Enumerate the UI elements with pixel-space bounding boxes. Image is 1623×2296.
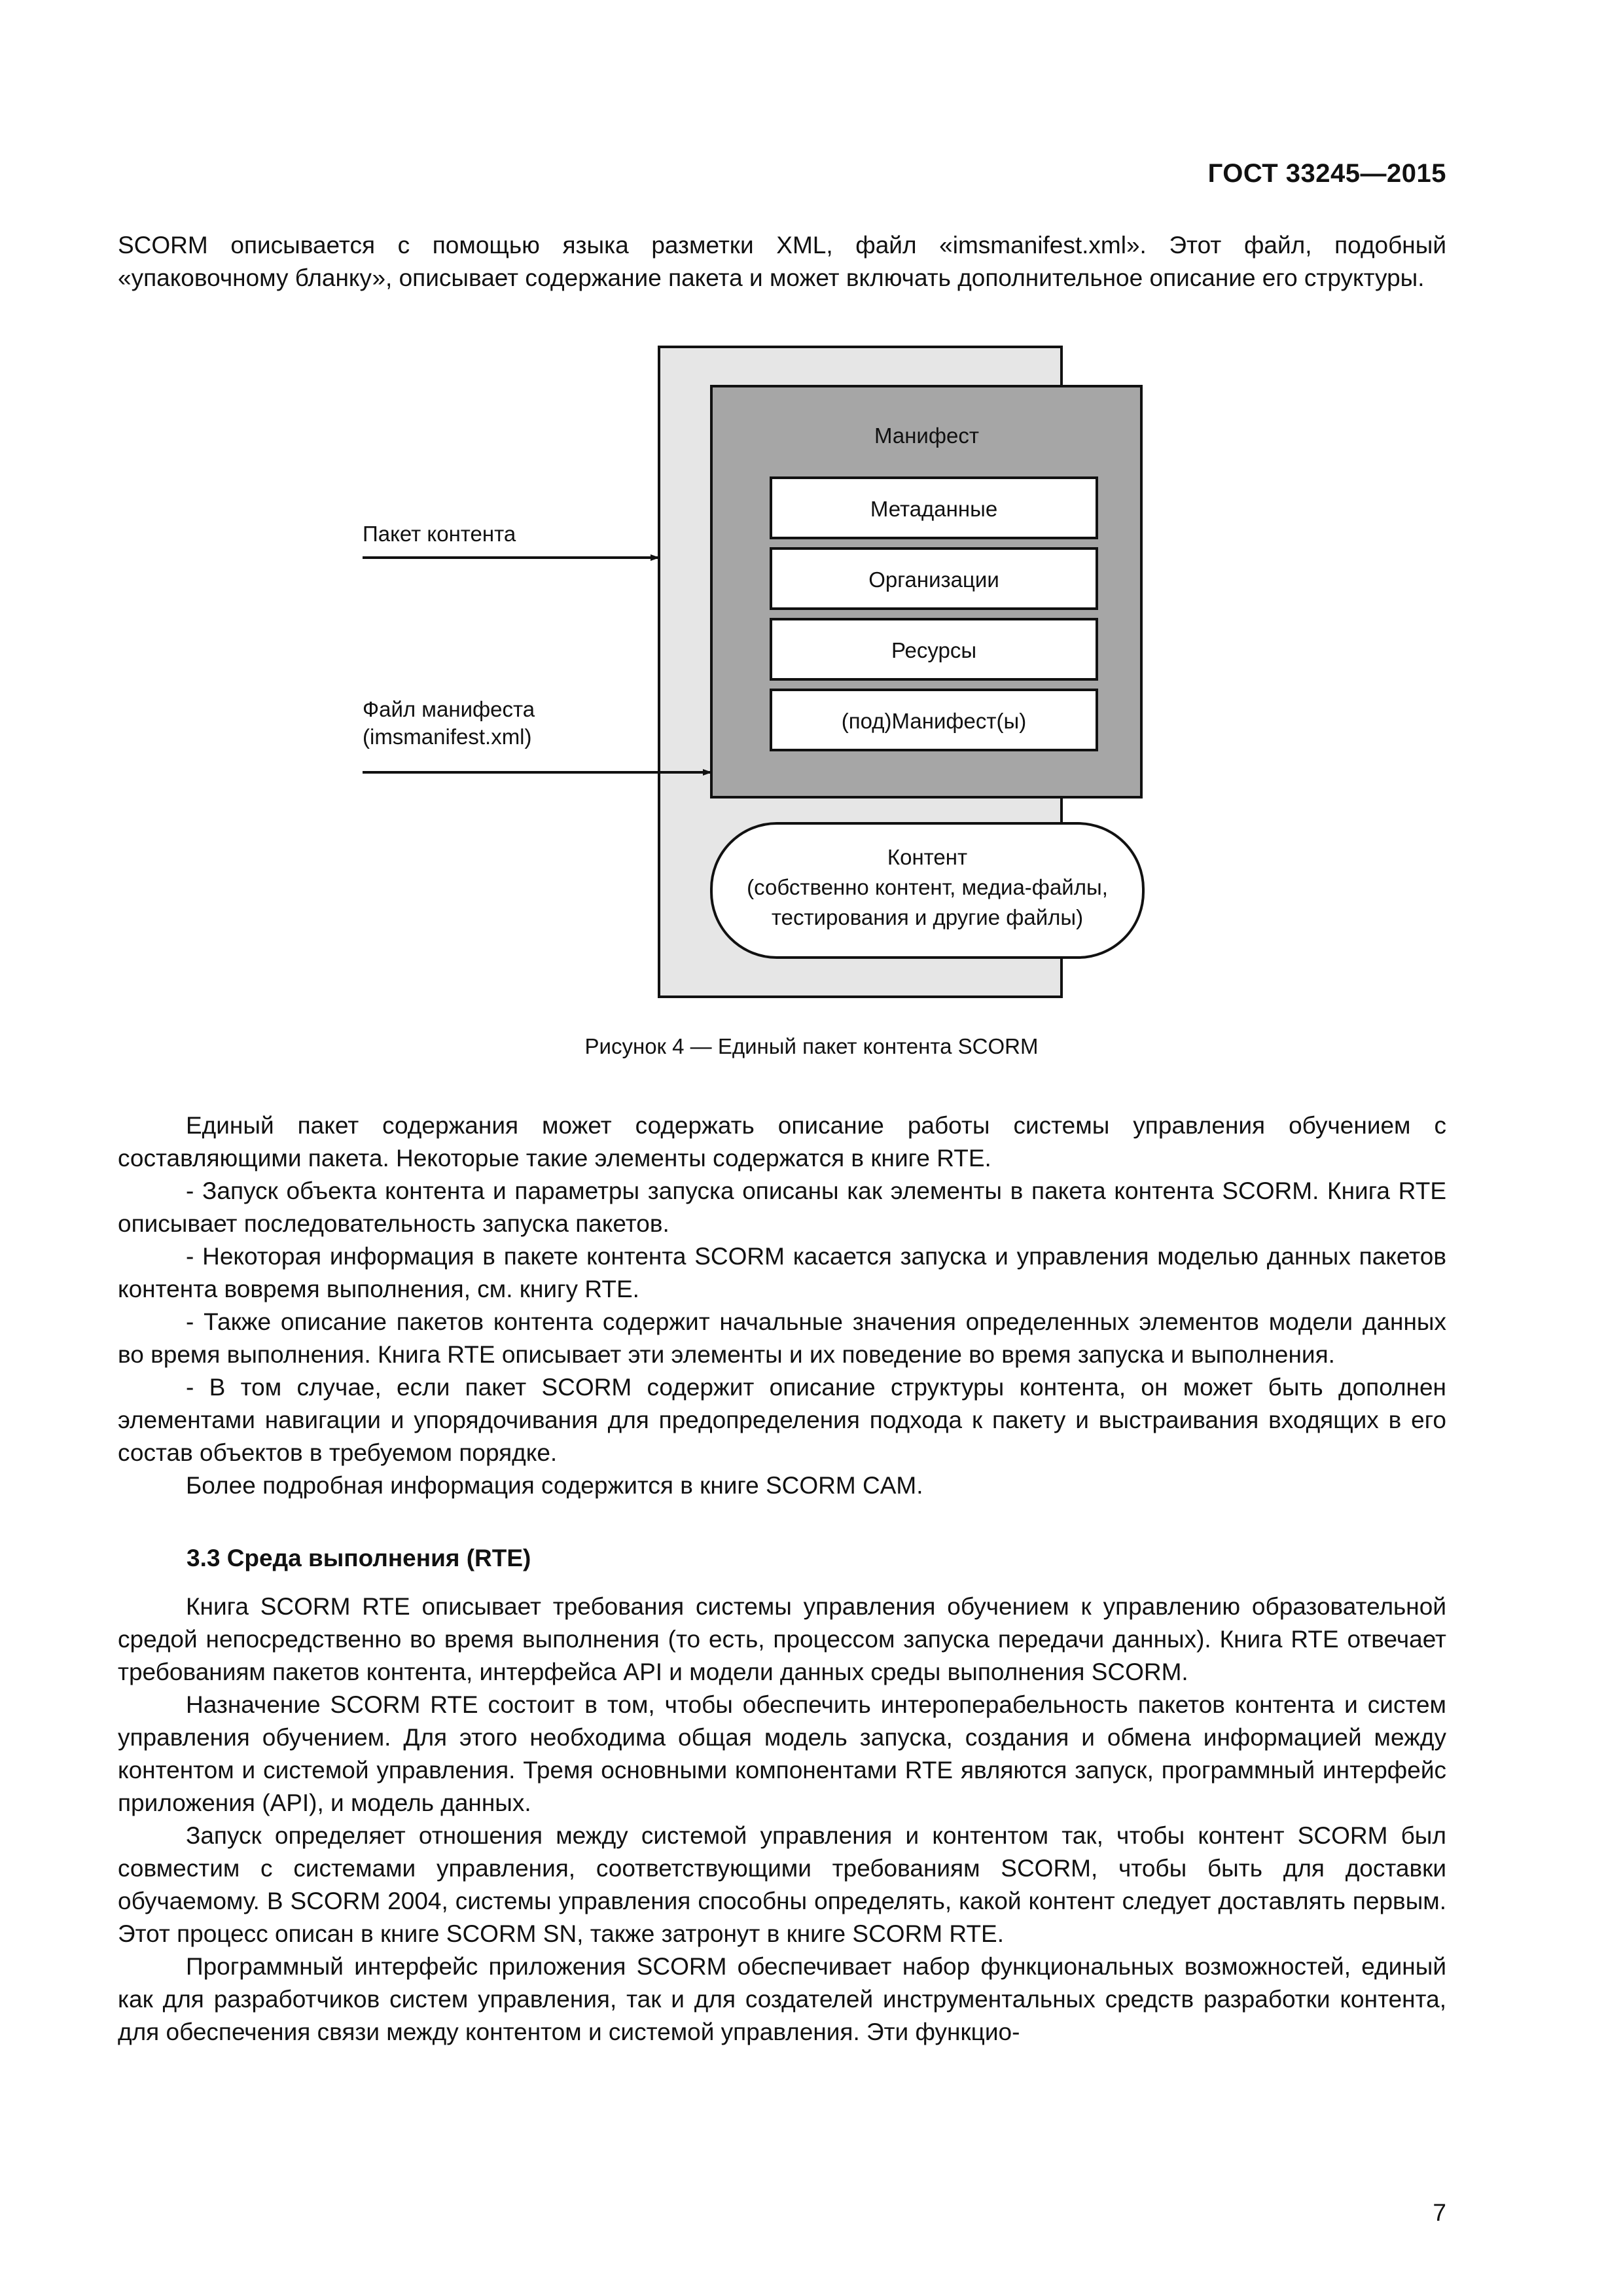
intro-block bbox=[118, 229, 1446, 295]
section-body bbox=[118, 1590, 1446, 2049]
after-figure-block bbox=[118, 1109, 1446, 1502]
section-paragraph-3: Запуск определяет отношения между системой управления и контентом так, чтобы контент SCORM был совместим с системами управления, соответствующими требованиям SCORM, чтобы быть для доставки обучаемому. В SCORM 2004, системы управления способны определять, какой контент следует доставлять первым. Этот процесс описан в книге SCORM SN, также затронут в книге SCORM RTE. bbox=[118, 1822, 1446, 1947]
manifest-item-metadata bbox=[771, 478, 1097, 538]
manifest-item-organizations-label: Организации bbox=[868, 567, 999, 592]
label-content-package: Пакет контента bbox=[363, 522, 516, 546]
manifest-title: Манифест bbox=[874, 423, 979, 448]
intro-paragraph: SCORM описывается с помощью языка разметки XML, файл «imsmanifest.xml». Этот файл, подобный «упаковочному бланку», описывает содержание пакета и может включать дополнительное описание его структуры. bbox=[118, 232, 1446, 291]
section-paragraph-1: Книга SCORM RTE описывает требования системы управления обучением к управлению образовательной средой непосредственно во время выполнения (то есть, процессом запуска передачи данных). Книга RTE отвечает требованиям пакетов контента, интерфейса API и модели данных среды выполнения SCORM. bbox=[118, 1593, 1446, 1685]
manifest-item-organizations bbox=[771, 548, 1097, 609]
list-item-data-model: - Некоторая информация в пакете контента SCORM касается запуска и управления моделью данных пакетов контента вовремя выполнения, см. книгу RTE. bbox=[118, 1243, 1446, 1302]
list-item-launch: - Запуск объекта контента и параметры запуска описаны как элементы в пакета контента SCORM. Книга RTE описывает последовательность запуска пакетов. bbox=[118, 1177, 1446, 1237]
section-paragraph-4: Программный интерфейс приложения SCORM обеспечивает набор функциональных возможностей, единый как для разработчиков систем управления, так и для создателей инструментальных средств разработки контента, для обеспечения связи между контентом и системой управления. Эти функцио- bbox=[118, 1953, 1446, 2045]
manifest-item-resources-label: Ресурсы bbox=[891, 638, 977, 662]
content-description-line-2: тестирования и другие файлы) bbox=[771, 905, 1084, 929]
manifest-item-submanifests bbox=[771, 690, 1097, 750]
list-item-initial-values: - Также описание пакетов контента содержит начальные значения определенных элементов модели данных во время выполнения. Книга RTE описывает эти элементы и их поведение во время запуска и выполнения. bbox=[118, 1308, 1446, 1368]
label-manifest-file-name: (imsmanifest.xml) bbox=[363, 725, 532, 749]
label-manifest-file: Файл манифеста bbox=[363, 697, 535, 721]
content-title: Контент bbox=[887, 845, 968, 869]
figure-caption: Рисунок 4 — Единый пакет контента SCORM bbox=[584, 1034, 1039, 1058]
figure-scorm-package bbox=[334, 344, 1250, 1011]
standard-header: ГОСТ 33245—2015 bbox=[1207, 159, 1446, 188]
content-description-line-1: (собственно контент, медиа-файлы, bbox=[747, 875, 1108, 899]
paragraph-more-info: Более подробная информация содержится в книге SCORM CAM. bbox=[186, 1472, 923, 1499]
paragraph-package-description: Единый пакет содержания может содержать описание работы системы управления обучением с составляющими пакета. Некоторые такие элементы содержатся в книге RTE. bbox=[118, 1112, 1446, 1172]
manifest-item-metadata-label: Метаданные bbox=[870, 497, 998, 521]
package-diagram bbox=[334, 344, 1250, 1011]
manifest-item-resources bbox=[771, 619, 1097, 679]
page-number: 7 bbox=[1433, 2199, 1446, 2226]
section-heading: 3.3 Среда выполнения (RTE) bbox=[187, 1545, 531, 1571]
manifest-item-submanifests-label: (под)Манифест(ы) bbox=[841, 709, 1027, 733]
section-paragraph-2: Назначение SCORM RTE состоит в том, чтобы обеспечить интероперабельность пакетов контента и систем управления обучением. Для этого необходима общая модель запуска, создания и обмена информацией между контентом и системой управления. Тремя основными компонентами RTE являются запуск, программный интерфейс приложения (API), и модель данных. bbox=[118, 1691, 1446, 1816]
list-item-navigation: - В том случае, если пакет SCORM содержит описание структуры контента, он может быть дополнен элементами навигации и упорядочивания для предопределения подхода к пакету и выстраивания входящих в его состав объектов в требуемом порядке. bbox=[118, 1374, 1446, 1466]
